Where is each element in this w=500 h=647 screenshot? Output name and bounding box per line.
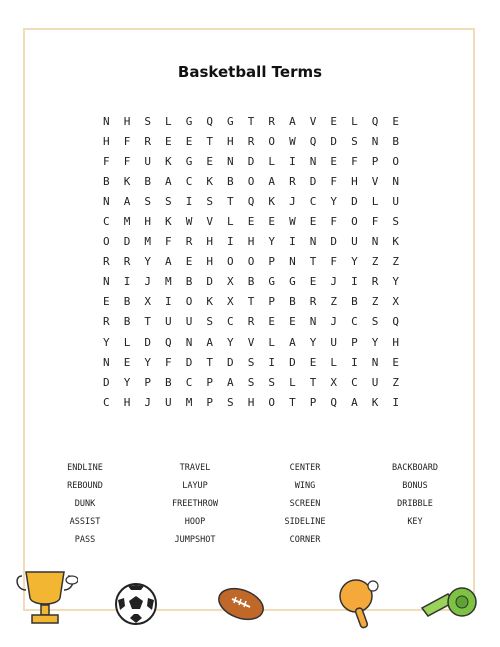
grid-letter: S <box>144 114 151 128</box>
grid-letter: R <box>144 134 151 148</box>
grid-letter: F <box>330 255 338 269</box>
grid-letter: E <box>268 215 276 229</box>
grid-letter: M <box>165 275 172 289</box>
grid-letter: R <box>103 255 110 269</box>
grid-letter: Y <box>123 375 131 389</box>
grid-letter: C <box>351 375 358 389</box>
grid-letter: U <box>165 395 172 409</box>
grid-letter: J <box>144 395 151 409</box>
grid-letter: M <box>123 215 131 229</box>
grid-letter: E <box>289 315 296 329</box>
grid-letter: U <box>185 315 193 329</box>
grid-letter: Q <box>371 114 379 128</box>
grid-letter: T <box>144 315 151 329</box>
grid-letter: N <box>227 154 234 168</box>
grid-letter: F <box>165 355 172 369</box>
grid-letter: I <box>185 194 193 208</box>
grid-letter: F <box>330 215 338 229</box>
grid-row <box>96 111 406 131</box>
grid-letter: Y <box>144 255 151 269</box>
word-list-item: BONUS <box>402 481 428 491</box>
grid-letter: C <box>309 194 317 208</box>
grid-letter: N <box>185 335 193 349</box>
grid-row <box>96 131 406 151</box>
grid-row <box>96 191 406 211</box>
grid-row <box>96 372 406 392</box>
grid-letter: N <box>103 275 110 289</box>
grid-letter: A <box>123 194 131 208</box>
grid-letter: Y <box>227 335 234 349</box>
grid-letter: Q <box>165 335 172 349</box>
grid-letter: R <box>309 295 317 309</box>
grid-letter: Y <box>309 335 317 349</box>
grid-letter: O <box>227 255 234 269</box>
grid-row <box>96 332 406 352</box>
grid-letter: I <box>289 235 296 249</box>
football-icon <box>216 585 266 623</box>
grid-letter: K <box>123 174 131 188</box>
whistle-icon <box>418 582 484 622</box>
grid-letter: A <box>351 395 358 409</box>
grid-letter: X <box>330 375 338 389</box>
grid-letter: P <box>371 154 379 168</box>
grid-row <box>96 232 406 252</box>
grid-letter: U <box>330 335 338 349</box>
grid-letter: D <box>309 174 317 188</box>
grid-row <box>96 392 406 412</box>
word-list-item: HOOP <box>184 517 206 527</box>
grid-letter: L <box>165 114 172 128</box>
grid-letter: K <box>268 194 276 208</box>
grid-letter: J <box>289 194 296 208</box>
grid-letter: R <box>289 174 296 188</box>
word-list-item: CENTER <box>289 463 321 473</box>
grid-letter: Q <box>247 194 255 208</box>
grid-letter: T <box>289 395 296 409</box>
grid-letter: U <box>371 375 379 389</box>
grid-letter: K <box>165 215 172 229</box>
grid-letter: Y <box>392 275 400 289</box>
grid-letter: Z <box>392 255 400 269</box>
grid-letter: N <box>392 174 400 188</box>
grid-row <box>96 151 406 171</box>
grid-letter: L <box>227 215 234 229</box>
word-list-item: SCREEN <box>289 499 321 509</box>
grid-letter: S <box>371 315 379 329</box>
grid-letter: O <box>268 134 276 148</box>
grid-letter: S <box>144 194 151 208</box>
grid-letter: D <box>330 134 338 148</box>
grid-letter: L <box>268 154 276 168</box>
grid-letter: G <box>185 114 193 128</box>
grid-letter: A <box>268 174 276 188</box>
grid-letter: C <box>103 395 110 409</box>
grid-letter: H <box>123 395 131 409</box>
grid-letter: P <box>206 395 213 409</box>
grid-letter: R <box>185 235 193 249</box>
grid-letter: K <box>206 295 213 309</box>
grid-letter: D <box>289 355 296 369</box>
grid-letter: V <box>309 114 317 128</box>
word-list <box>30 459 470 549</box>
word-list-item: LAYUP <box>182 481 208 491</box>
grid-letter: I <box>351 355 358 369</box>
grid-letter: B <box>247 275 255 289</box>
grid-letter: B <box>392 134 400 148</box>
grid-letter: Z <box>371 295 379 309</box>
grid-letter: H <box>123 114 131 128</box>
word-list-item: TRAVEL <box>179 463 211 473</box>
grid-letter: N <box>289 255 296 269</box>
word-list-item: REBOUND <box>67 481 103 491</box>
grid-letter: N <box>103 355 110 369</box>
grid-letter: N <box>371 235 379 249</box>
grid-letter: E <box>309 355 317 369</box>
grid-letter: P <box>206 375 213 389</box>
grid-letter: F <box>351 154 358 168</box>
grid-letter: K <box>392 235 400 249</box>
grid-letter: S <box>268 375 276 389</box>
grid-letter: E <box>165 134 172 148</box>
grid-letter: Z <box>371 255 379 269</box>
grid-letter: I <box>165 295 172 309</box>
grid-letter: P <box>268 295 276 309</box>
grid-letter: E <box>123 355 131 369</box>
grid-letter: N <box>371 355 379 369</box>
grid-letter: Q <box>309 134 317 148</box>
grid-letter: I <box>392 395 400 409</box>
grid-letter: L <box>123 335 131 349</box>
grid-letter: H <box>206 235 213 249</box>
grid-letter: V <box>247 335 255 349</box>
grid-letter: B <box>144 174 151 188</box>
grid-row <box>96 252 406 272</box>
grid-row <box>96 312 406 332</box>
grid-letter: H <box>351 174 358 188</box>
grid-letter: L <box>351 114 358 128</box>
grid-letter: Y <box>330 194 338 208</box>
grid-letter: H <box>227 134 234 148</box>
grid-letter: Y <box>103 335 110 349</box>
grid-letter: R <box>247 315 255 329</box>
grid-letter: O <box>247 174 255 188</box>
word-list-item: WING <box>294 481 316 491</box>
grid-letter: E <box>330 114 338 128</box>
grid-letter: D <box>206 275 213 289</box>
grid-letter: C <box>103 215 110 229</box>
word-list-item: ENDLINE <box>67 463 103 473</box>
grid-letter: O <box>103 235 110 249</box>
grid-letter: D <box>227 355 234 369</box>
grid-letter: N <box>309 315 317 329</box>
grid-letter: Z <box>392 375 400 389</box>
grid-letter: F <box>123 134 131 148</box>
word-list-item: SIDELINE <box>284 517 326 527</box>
grid-letter: E <box>392 355 400 369</box>
grid-letter: A <box>165 174 172 188</box>
grid-letter: I <box>351 275 358 289</box>
grid-letter: D <box>123 235 131 249</box>
grid-letter: U <box>144 154 151 168</box>
grid-letter: B <box>103 174 110 188</box>
grid-letter: K <box>206 174 213 188</box>
grid-letter: B <box>123 295 131 309</box>
grid-letter: L <box>268 335 276 349</box>
grid-letter: U <box>351 235 358 249</box>
grid-letter: M <box>185 395 193 409</box>
grid-letter: E <box>185 255 193 269</box>
grid-letter: E <box>309 275 317 289</box>
grid-letter: E <box>247 215 255 229</box>
grid-letter: W <box>289 134 296 148</box>
grid-letter: R <box>371 275 379 289</box>
grid-letter: L <box>289 375 296 389</box>
grid-letter: E <box>206 154 213 168</box>
grid-letter: S <box>247 375 255 389</box>
grid-letter: T <box>206 134 213 148</box>
letter-grid <box>96 111 406 412</box>
grid-letter: U <box>165 315 172 329</box>
grid-letter: Y <box>144 355 151 369</box>
grid-letter: E <box>268 315 276 329</box>
grid-letter: A <box>289 335 296 349</box>
grid-letter: S <box>227 395 234 409</box>
grid-row <box>96 352 406 372</box>
grid-letter: H <box>392 335 400 349</box>
grid-letter: H <box>206 255 213 269</box>
grid-letter: B <box>185 275 193 289</box>
grid-letter: T <box>247 114 255 128</box>
grid-letter: T <box>227 194 234 208</box>
grid-row <box>96 292 406 312</box>
grid-letter: B <box>165 375 172 389</box>
grid-letter: R <box>103 315 110 329</box>
ping-pong-paddle-icon <box>336 576 382 632</box>
grid-letter: N <box>309 154 317 168</box>
grid-letter: F <box>371 215 379 229</box>
grid-letter: B <box>227 174 234 188</box>
grid-letter: B <box>351 295 358 309</box>
grid-letter: D <box>247 154 255 168</box>
grid-letter: N <box>103 114 110 128</box>
grid-letter: K <box>165 154 172 168</box>
grid-letter: F <box>123 154 131 168</box>
grid-letter: H <box>103 134 110 148</box>
word-list-item: BACKBOARD <box>391 463 439 473</box>
grid-letter: H <box>144 215 151 229</box>
grid-letter: S <box>165 194 172 208</box>
grid-letter: F <box>330 174 338 188</box>
grid-letter: E <box>330 154 338 168</box>
grid-letter: Q <box>206 114 213 128</box>
grid-letter: U <box>392 194 400 208</box>
grid-letter: J <box>330 275 338 289</box>
word-list-item: FREETHROW <box>171 499 219 509</box>
grid-letter: Q <box>392 315 400 329</box>
grid-letter: E <box>103 295 110 309</box>
grid-letter: N <box>309 235 317 249</box>
grid-letter: D <box>103 375 110 389</box>
grid-letter: C <box>351 315 358 329</box>
word-list-item <box>360 531 470 549</box>
grid-letter: T <box>309 375 317 389</box>
grid-letter: G <box>185 154 193 168</box>
grid-letter: J <box>144 275 151 289</box>
word-list-item: PASS <box>74 535 96 545</box>
grid-letter: V <box>206 215 213 229</box>
grid-letter: E <box>309 215 317 229</box>
grid-letter: G <box>289 275 296 289</box>
grid-letter: N <box>371 134 379 148</box>
grid-letter: L <box>371 194 379 208</box>
grid-letter: M <box>144 235 151 249</box>
grid-letter: S <box>247 355 255 369</box>
grid-letter: A <box>289 114 296 128</box>
grid-letter: X <box>392 295 400 309</box>
word-list-item: DUNK <box>74 499 96 509</box>
word-list-item: KEY <box>407 517 423 527</box>
grid-letter: S <box>351 134 358 148</box>
grid-letter: C <box>185 375 193 389</box>
grid-letter: O <box>185 295 193 309</box>
grid-letter: F <box>165 235 172 249</box>
grid-letter: E <box>185 134 193 148</box>
grid-letter: B <box>289 295 296 309</box>
grid-letter: P <box>144 375 151 389</box>
grid-letter: Y <box>351 255 358 269</box>
grid-letter: Y <box>268 235 276 249</box>
grid-letter: X <box>144 295 151 309</box>
grid-letter: T <box>309 255 317 269</box>
word-list-item: CORNER <box>289 535 321 545</box>
grid-letter: F <box>103 154 110 168</box>
grid-letter: N <box>103 194 110 208</box>
grid-letter: I <box>123 275 131 289</box>
grid-letter: O <box>247 255 255 269</box>
grid-letter: D <box>144 335 151 349</box>
grid-letter: X <box>227 295 234 309</box>
grid-letter: C <box>185 174 193 188</box>
grid-letter: Y <box>371 335 379 349</box>
grid-letter: I <box>289 154 296 168</box>
grid-letter: E <box>392 114 400 128</box>
word-list-item: DRIBBLE <box>397 499 433 509</box>
grid-letter: L <box>330 355 338 369</box>
grid-letter: O <box>351 215 358 229</box>
grid-letter: P <box>309 395 317 409</box>
grid-letter: G <box>268 275 276 289</box>
grid-letter: K <box>371 395 379 409</box>
grid-row <box>96 272 406 292</box>
grid-letter: A <box>165 255 172 269</box>
grid-letter: Q <box>330 395 338 409</box>
grid-letter: D <box>330 235 338 249</box>
grid-letter: R <box>123 255 131 269</box>
grid-letter: H <box>247 235 255 249</box>
page-title: Basketball Terms <box>177 63 323 81</box>
grid-row <box>96 171 406 191</box>
grid-letter: B <box>123 315 131 329</box>
grid-letter: C <box>227 315 234 329</box>
grid-letter: P <box>351 335 358 349</box>
grid-letter: O <box>392 154 400 168</box>
grid-letter: T <box>206 355 213 369</box>
word-list-item: JUMPSHOT <box>174 535 216 545</box>
grid-letter: S <box>392 215 400 229</box>
grid-letter: R <box>268 114 276 128</box>
grid-letter: X <box>227 275 234 289</box>
soccer-ball-icon <box>114 582 158 626</box>
grid-letter: G <box>227 114 234 128</box>
grid-letter: J <box>330 315 338 329</box>
grid-letter: W <box>289 215 296 229</box>
trophy-icon <box>12 568 78 634</box>
grid-letter: R <box>247 134 255 148</box>
grid-letter: I <box>227 235 234 249</box>
grid-letter: Z <box>330 295 338 309</box>
word-list-item: ASSIST <box>69 517 101 527</box>
grid-letter: A <box>206 335 213 349</box>
grid-letter: O <box>268 395 276 409</box>
grid-letter: V <box>371 174 379 188</box>
grid-letter: W <box>185 215 193 229</box>
grid-letter: D <box>185 355 193 369</box>
grid-letter: I <box>268 355 276 369</box>
grid-letter: A <box>227 375 234 389</box>
grid-letter: P <box>268 255 276 269</box>
grid-letter: T <box>247 295 255 309</box>
grid-letter: D <box>351 194 358 208</box>
grid-row <box>96 211 406 231</box>
grid-letter: S <box>206 194 213 208</box>
grid-letter: H <box>247 395 255 409</box>
grid-letter: S <box>206 315 213 329</box>
